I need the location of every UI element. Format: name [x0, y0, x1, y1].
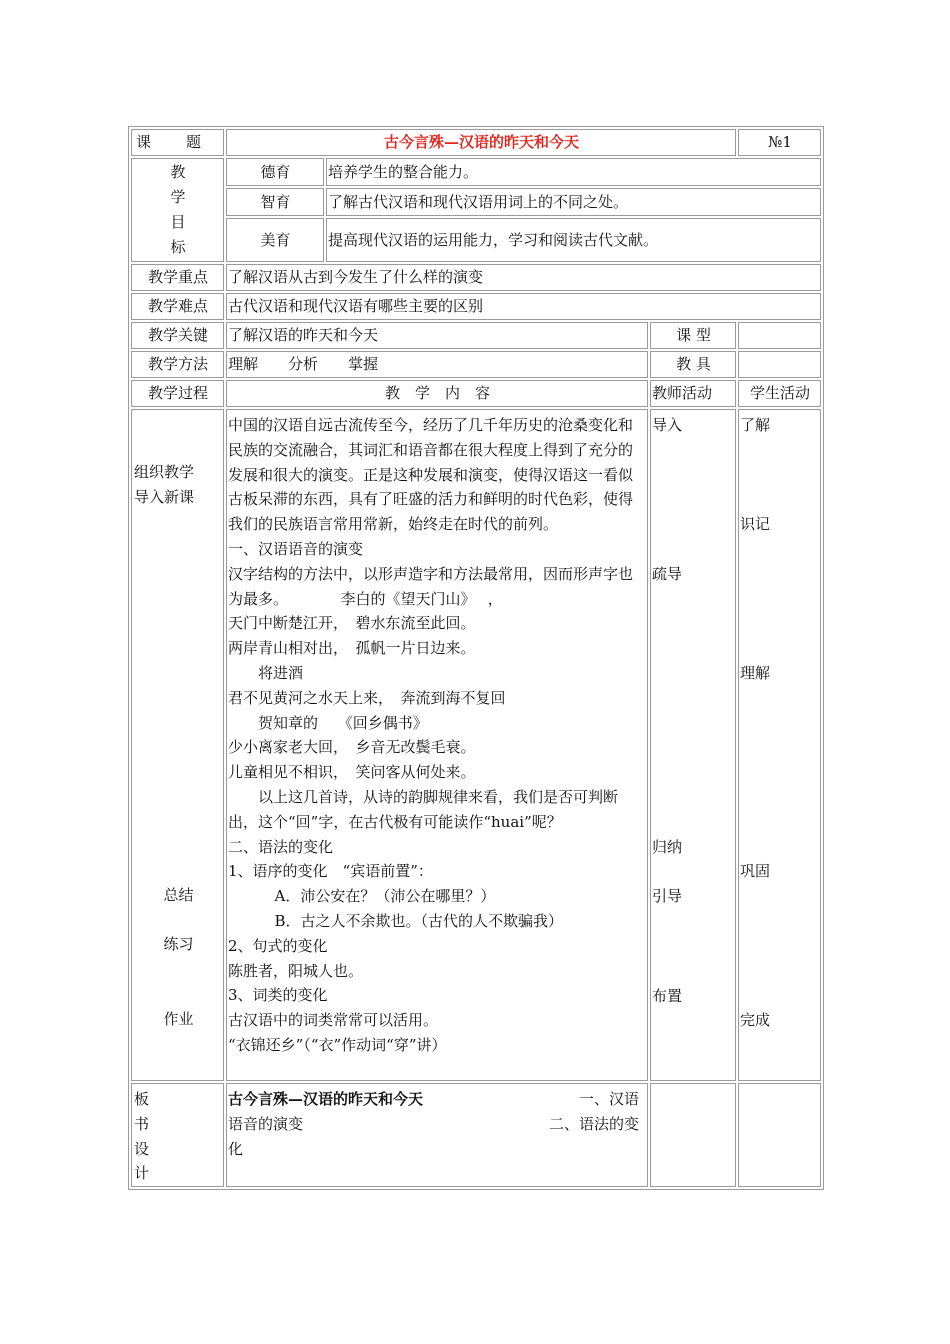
- objective-moral-label: 德育: [226, 158, 324, 186]
- difficulty-text: 古代汉语和现代汉语有哪些主要的区别: [226, 293, 821, 320]
- example-line: 陈胜者，阳城人也。: [228, 961, 364, 980]
- objective-aesthetic-label: 美育: [226, 218, 324, 262]
- objectives-label-char: 目: [170, 213, 186, 231]
- board-content: [226, 1083, 648, 1187]
- poem-line: 君不见黄河之水天上来， 奔流到海不复回: [228, 688, 506, 707]
- poem-line: 两岸青山相对出， 孤帆一片日边来。: [228, 639, 476, 658]
- teaching-method-text: 理解 分析 掌握: [226, 351, 648, 378]
- phonetics-paragraph: 汉字结构的方法中，以形声造字和方法最常用，因而形声字也为最多。 李白的《望天门山》 ，: [228, 564, 634, 608]
- board-line: 化: [228, 1139, 244, 1158]
- objective-aesthetic-text: 提高现代汉语的运用能力，学习和阅读古代文献。: [326, 218, 821, 262]
- example-line: “衣锦还乡”（“衣”作动词“穿”讲）: [228, 1035, 447, 1054]
- stage-summary: 总结: [163, 885, 194, 904]
- board-line: 语音的演变: [228, 1114, 304, 1133]
- topic-label-ti: 题: [185, 133, 201, 152]
- teacher-activity-header: 教师活动: [650, 380, 736, 407]
- example-line: A．沛公安在？（沛公在哪里？）: [274, 887, 496, 906]
- poem-title: 将进酒: [258, 663, 304, 682]
- teacher-activity: 疏导: [652, 564, 683, 583]
- lesson-type-value: [738, 322, 821, 349]
- objectives-label-char: 标: [170, 237, 186, 256]
- subsection-word-class: 3、词类的变化: [228, 986, 328, 1005]
- topic-label-cell: [131, 129, 224, 156]
- board-line: 二、语法的变: [548, 1114, 639, 1133]
- student-activity-header: 学生活动: [738, 380, 821, 407]
- lesson-title: 古今言殊—汉语的昨天和今天: [226, 129, 736, 156]
- objectives-label-char: 教: [170, 163, 186, 182]
- board-line: 一、汉语: [578, 1090, 639, 1108]
- student-activity: 识记: [740, 514, 771, 533]
- teacher-activity-column: [650, 409, 736, 1081]
- objectives-label: [131, 158, 224, 262]
- poem-line: 儿童相见不相识， 笑问客从何处来。: [228, 763, 476, 782]
- stage-homework: 作业: [163, 1010, 194, 1029]
- teacher-activity: 归纳: [652, 837, 683, 856]
- student-activity: 完成: [740, 1011, 771, 1030]
- word-class-paragraph: 古汉语中的词类常常可以活用。: [228, 1011, 439, 1030]
- stage-organize: 组织教学: [134, 463, 195, 481]
- student-activity: 理解: [740, 663, 771, 682]
- board-student-cell: [738, 1083, 821, 1187]
- student-activity: 了解: [740, 416, 771, 434]
- teacher-activity: 导入: [652, 416, 683, 434]
- stage-practice: 练习: [163, 935, 194, 954]
- board-teacher-cell: [650, 1083, 736, 1187]
- objectives-label-char: 学: [170, 188, 186, 207]
- teaching-key-label: 教学关键: [131, 322, 224, 349]
- objective-intellect-text: 了解古代汉语和现代汉语用词上的不同之处。: [326, 188, 821, 216]
- difficulty-label: 教学难点: [131, 293, 224, 320]
- example-line: B．古之人不余欺也。（古代的人不欺骗我）: [274, 911, 564, 930]
- intro-paragraph: 中国的汉语自远古流传至今，经历了几千年历史的沧桑变化和民族的交流融合，其词汇和语音都在很大程度上得到了充分的发展和很大的演变。正是这种发展和演变，使得汉语这一看似古板呆滞的东西，具有了旺盛的活力和鲜明的时代色彩，使得我们的民族语言常用常新，始终走在时代的前列。: [228, 416, 634, 534]
- board-label-char: 设: [134, 1139, 150, 1158]
- content-header: 教 学 内 容: [226, 380, 648, 407]
- board-label: [131, 1083, 224, 1187]
- section-phonetics: 一、汉语语音的演变: [228, 539, 364, 558]
- objective-intellect-label: 智育: [226, 188, 324, 216]
- teaching-aids-label: 教 具: [650, 351, 736, 378]
- poem-line: 天门中断楚江开， 碧水东流至此回。: [228, 614, 476, 633]
- board-title: 古今言殊—汉语的昨天和今天: [228, 1090, 424, 1108]
- teaching-method-label: 教学方法: [131, 351, 224, 378]
- process-label: 教学过程: [131, 380, 224, 407]
- lesson-number: №1: [738, 129, 821, 156]
- board-label-char: 板: [134, 1090, 150, 1108]
- topic-label-ke: 课: [136, 133, 152, 152]
- teacher-activity: 引导: [652, 887, 683, 906]
- lesson-type-label: 课 型: [650, 322, 736, 349]
- board-label-char: 计: [134, 1164, 150, 1183]
- stage-intro: 导入新课: [134, 487, 195, 506]
- poem-line: 少小离家老大回， 乡音无改鬓毛衰。: [228, 738, 476, 757]
- teaching-content: [226, 409, 648, 1081]
- key-point-text: 了解汉语从古到今发生了什么样的演变: [226, 264, 821, 291]
- subsection-word-order: 1、语序的变化 “宾语前置”：: [228, 862, 433, 881]
- teaching-key-text: 了解汉语的昨天和今天: [226, 322, 648, 349]
- stage-column: [131, 409, 224, 1081]
- lesson-plan-table: [128, 126, 824, 1190]
- objective-moral-text: 培养学生的整合能力。: [326, 158, 821, 186]
- analysis-paragraph: 以上这几首诗，从诗的韵脚规律来看，我们是否可判断出，这个“回”字，在古代极有可能读作“huai”呢？: [228, 787, 619, 831]
- student-activity-column: [738, 409, 821, 1081]
- subsection-sentence: 2、句式的变化: [228, 936, 328, 955]
- poem-title: 贺知章的 《回乡偶书》: [258, 713, 428, 732]
- teaching-aids-value: [738, 351, 821, 378]
- student-activity: 巩固: [740, 862, 771, 881]
- teacher-activity: 布置: [652, 987, 683, 1006]
- board-label-char: 书: [134, 1114, 150, 1133]
- key-point-label: 教学重点: [131, 264, 224, 291]
- section-grammar: 二、语法的变化: [228, 837, 334, 856]
